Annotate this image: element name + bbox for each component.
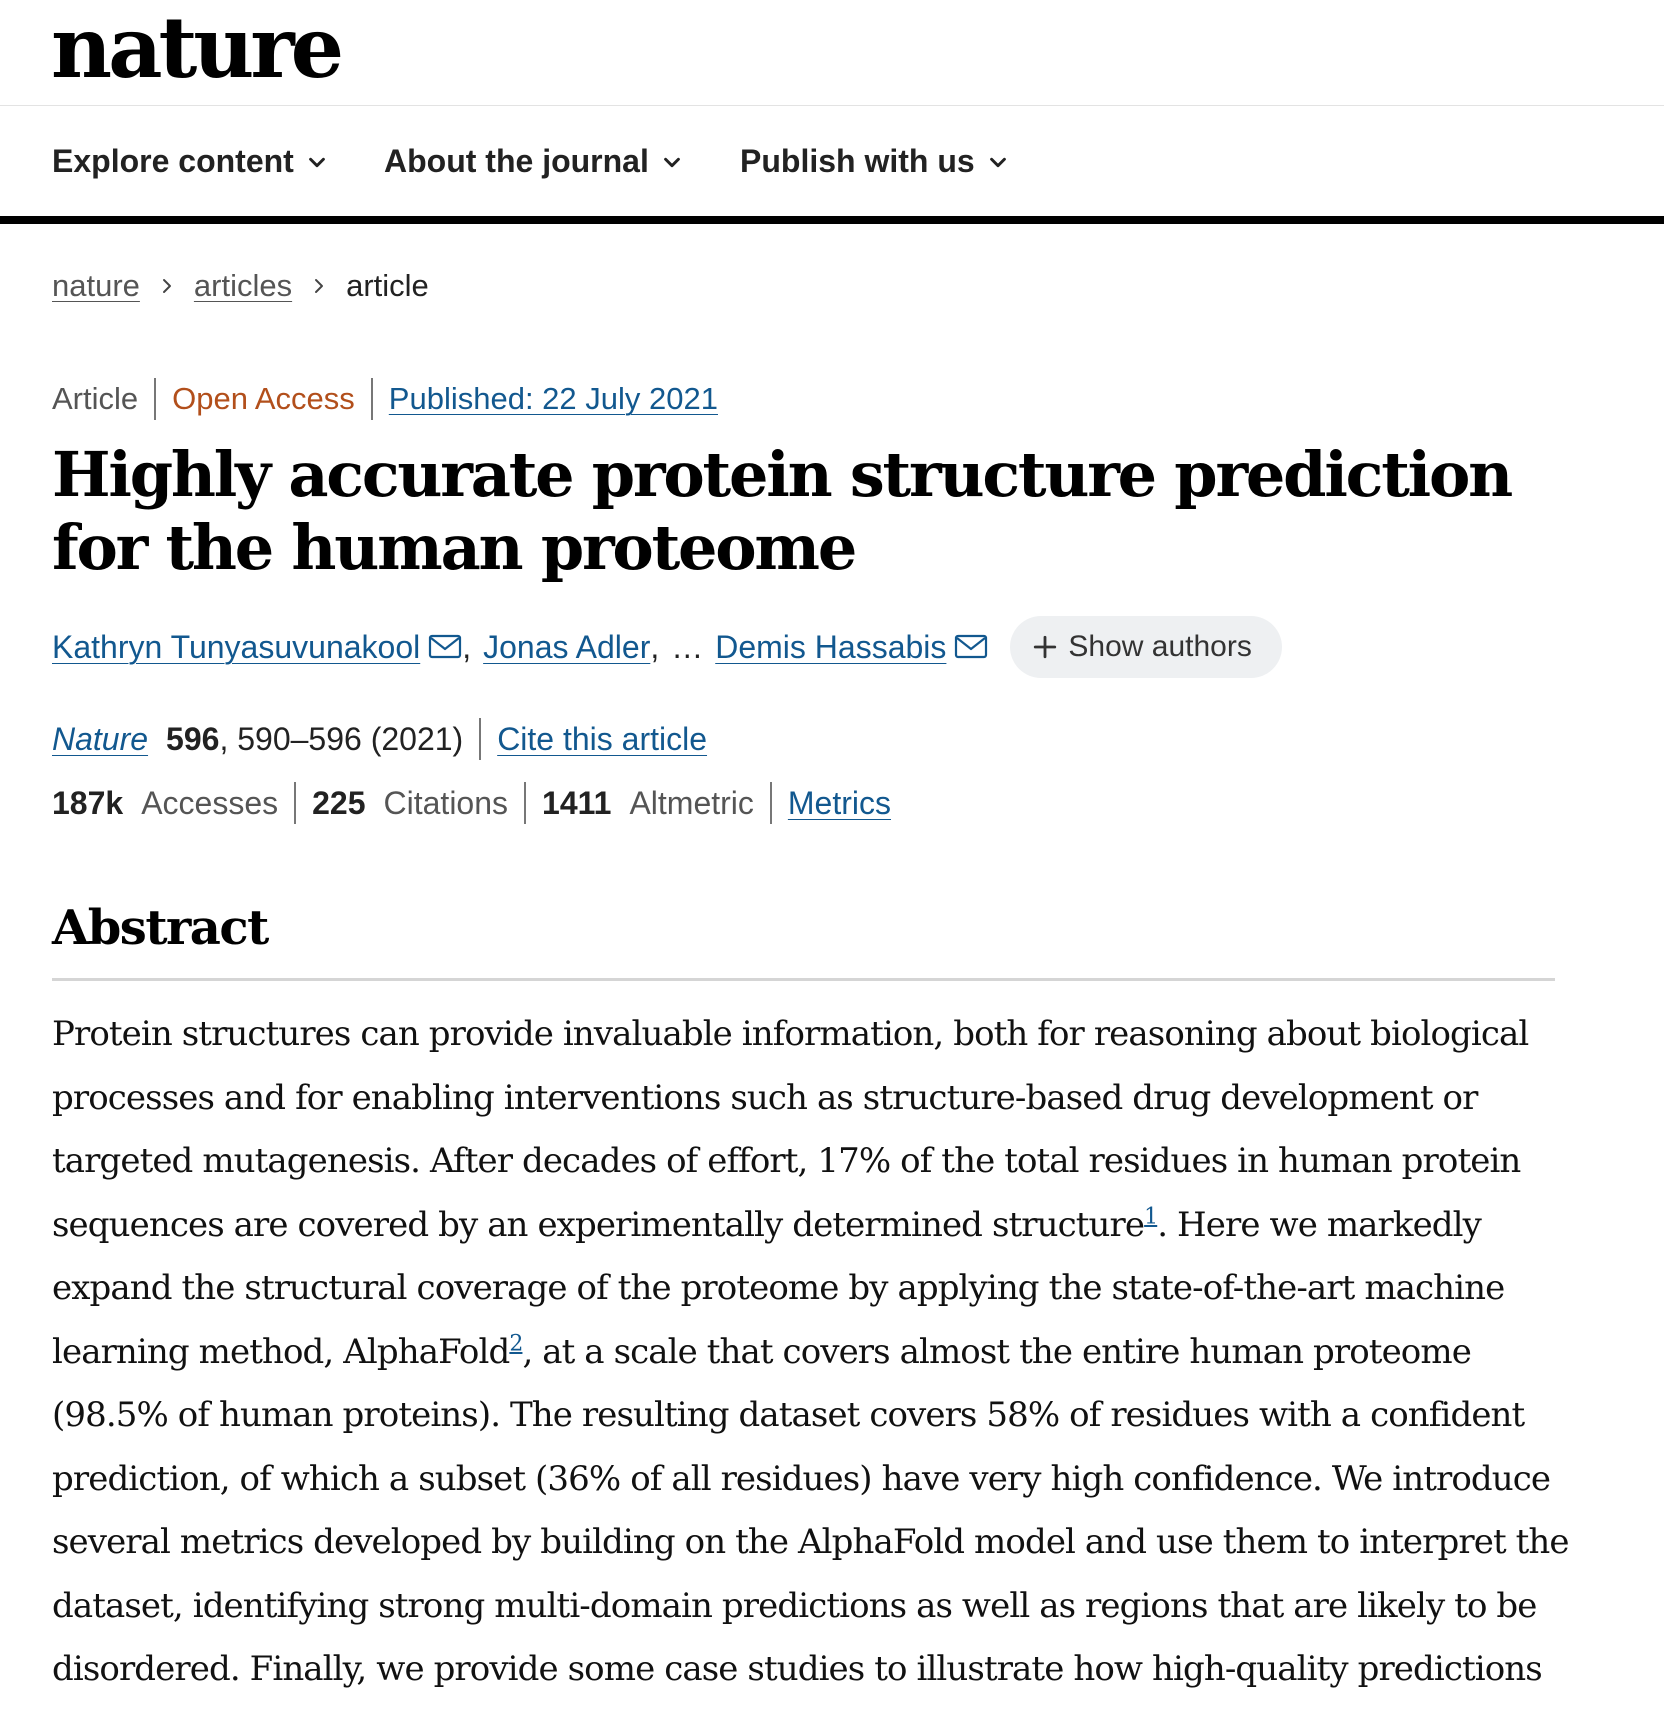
divider [371, 378, 373, 420]
author-link[interactable]: Demis Hassabis [715, 628, 947, 665]
breadcrumb-nature[interactable]: nature [52, 268, 140, 303]
abstract-text [52, 1003, 1577, 1702]
citations-label: Citations [383, 784, 509, 821]
chevron-down-icon [661, 151, 683, 173]
nav-explore-content[interactable] [52, 144, 328, 179]
divider [524, 782, 526, 824]
divider [154, 378, 156, 420]
published-date-link[interactable]: Published: 22 July 2021 [388, 381, 718, 417]
cite-this-article-link[interactable]: Cite this article [497, 720, 708, 757]
volume: 596 [166, 720, 220, 757]
chevron-down-icon [987, 151, 1009, 173]
altmetric-score: 1411 [542, 784, 612, 821]
author-link[interactable]: Jonas Adler [483, 628, 651, 665]
article-meta [52, 378, 718, 420]
journal-link[interactable]: Nature [52, 720, 149, 757]
author-separator: , [650, 628, 660, 665]
abstract-heading: Abstract [52, 900, 268, 956]
breadcrumb-current: article [346, 268, 429, 303]
site-header [0, 0, 1664, 106]
nav-about-journal[interactable] [384, 144, 683, 179]
chevron-right-icon [310, 277, 328, 295]
mail-icon[interactable] [954, 633, 988, 661]
show-authors-button[interactable] [1010, 616, 1281, 678]
reference-link[interactable]: 1 [1144, 1204, 1158, 1230]
altmetric-label: Altmetric [629, 784, 754, 821]
nature-logo[interactable]: nature [51, 0, 341, 97]
nav-publish-with-us-label: Publish with us [740, 143, 975, 179]
divider [770, 782, 772, 824]
nav-about-journal-label: About the journal [384, 143, 649, 179]
abstract-text-part: . Here we markedly expand the structural coverage of the proteome by applying the state-of-the-art machine learning method, AlphaFold [52, 1204, 1505, 1372]
reference-2 [509, 1331, 522, 1356]
mail-icon[interactable] [428, 633, 462, 661]
abstract-divider [52, 978, 1555, 981]
chevron-right-icon [158, 277, 176, 295]
breadcrumb-articles[interactable]: articles [193, 268, 293, 303]
author-link[interactable]: Kathryn Tunyasuvunakool [52, 628, 421, 665]
abstract-text-part: Protein structures can provide invaluable information, both for reasoning about biological processes and for enabling interventions such as structure-based drug development or targeted mutagenesis. After decades of effort, 17% of the total residues in human protein sequences are covered by an experimentally determined structure [52, 1014, 1529, 1245]
article-type: Article [52, 381, 139, 417]
nav-publish-with-us[interactable] [740, 144, 1009, 179]
author-list [52, 616, 1282, 678]
citations-count: 225 [312, 784, 366, 821]
article-metrics [52, 782, 891, 824]
plus-icon [1032, 634, 1058, 660]
abstract-text-part: , at a scale that covers almost the entire human proteome (98.5% of human proteins). The resulting dataset covers 58% of residues with a confident prediction, of which a subset (36% of all residues) have very high confidence. We introduce several metrics developed by building on the AlphaFold model and use them to interpret the dataset, identifying strong multi-domain predictions as well as regions that are likely to be disordered. Finally, we provide some case studies to illustrate how high-quality predictions [52, 1331, 1569, 1689]
article-title: Highly accurate protein structure prediction for the human proteome [52, 438, 1512, 584]
divider [294, 782, 296, 824]
author-separator: , [462, 628, 472, 665]
pages-year: , 590–596 (2021) [219, 720, 464, 757]
chevron-down-icon [306, 151, 328, 173]
reference-1 [1144, 1204, 1157, 1229]
reference-link[interactable]: 2 [509, 1331, 523, 1357]
main-nav [0, 106, 1664, 224]
metrics-link[interactable]: Metrics [787, 784, 891, 821]
author-ellipsis: … [671, 628, 704, 665]
nav-explore-content-label: Explore content [52, 143, 294, 179]
citation-line [52, 718, 707, 760]
breadcrumb [52, 268, 429, 304]
accesses-count: 187k [52, 784, 124, 821]
divider [479, 718, 481, 760]
accesses-label: Accesses [141, 784, 279, 821]
show-authors-label: Show authors [1068, 630, 1252, 663]
open-access-badge: Open Access [172, 381, 355, 417]
